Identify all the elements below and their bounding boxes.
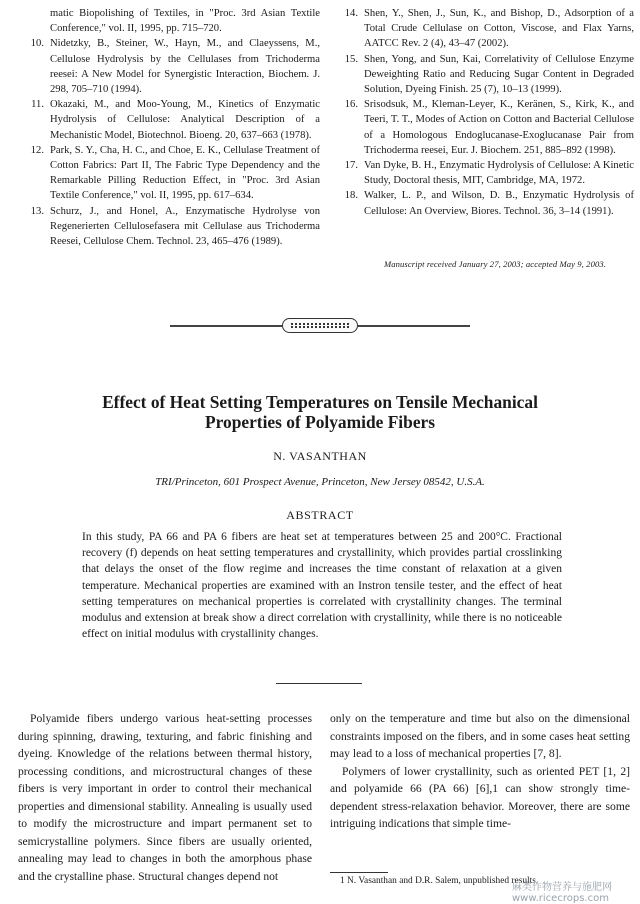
reference-item: 11. Okazaki, M., and Moo-Young, M., Kinetics of Enzymatic Hydrolysis of Cellulose: Analytical Description of a Mechanistic Model, Biotechnol. Bioeng. 20, 637–663 (1978).	[18, 97, 320, 143]
reference-text: Okazaki, M., and Moo-Young, M., Kinetics of Enzymatic Hydrolysis of Cellulose: Analytical Description of a Mechanistic Model, Biotechnol. Bioeng. 20, 637–663 (1978).	[50, 99, 320, 141]
body-paragraph: only on the temperature and time but also on the dimensional constraints imposed on the fibers, and in some cases heat setting may lead to a loss of mechanical properties [7, 8].	[330, 712, 630, 760]
reference-text: Van Dyke, B. H., Enzymatic Hydrolysis of Cellulose: A Kinetic Study, Doctoral thesis, MIT, Cambridge, MA, 1972.	[364, 160, 634, 187]
ornament-line-right	[358, 325, 470, 327]
references-right-column	[332, 6, 634, 219]
reference-text: matic Biopolishing of Textiles, in "Proc. 3rd Asian Textile Conference," vol. II, 1995, pp. 715–720.	[50, 8, 320, 35]
site-watermark: 麻类作物营养与施肥网 www.ricecrops.com	[512, 882, 612, 904]
reference-text: Park, S. Y., Cha, H. C., and Choe, E. K., Cellulase Treatment of Cotton Fabrics: Part II, The Fabric Type Dependency and the Remarkable Pilling Reduction Effect, in "Proc. 3rd Asian Textile Conference," vol. II, 1995, pp. 617–634.	[50, 144, 320, 202]
reference-text: Schurz, J., and Honel, A., Enzymatische Hydrolyse von Regenerierten Cellulosefasera mit Cellulase aus Trichoderma Reesei, Cellulose Chem. Technol. 23, 465–476 (1989).	[50, 205, 320, 248]
article-title-line-1: Effect of Heat Setting Temperatures on Tensile Mechanical	[102, 392, 538, 412]
footnote: 1 N. Vasanthan and D.R. Salem, unpublished results.	[340, 876, 539, 886]
author-affiliation: TRI/Princeton, 601 Prospect Avenue, Princeton, New Jersey 08542, U.S.A.	[155, 476, 485, 488]
reference-item: 18. Walker, L. P., and Wilson, D. B., Enzymatic Hydrolysis of Cellulose: An Overview, Biores. Technol. 36, 3–14 (1991).	[332, 188, 634, 218]
footnote-rule	[330, 872, 388, 873]
article-title-line-2: Properties of Polyamide Fibers	[204, 412, 436, 432]
body-column-left	[18, 710, 312, 885]
reference-item: 16. Srisodsuk, M., Kleman-Leyer, K., Keränen, S., Kirk, K., and Teeri, T. T., Modes of Action on Cotton and Bacterial Cellulose of a Homologous Endoglucanase-Exoglucanase Pair from Trichoderma reesei, Eur. J. Biochem. 251, 885–892 (1998).	[332, 97, 634, 158]
reference-item	[18, 6, 320, 36]
body-paragraph: Polymers of lower crystallinity, such as oriented PET [1, 2] and polyamide 66 (PA 66) [6],1 can show strongly time-dependent stress-relaxation behavior. Moreover, there are some intriguing indications that simple time-	[330, 764, 630, 830]
reference-item: 17. Van Dyke, B. H., Enzymatic Hydrolysis of Cellulose: A Kinetic Study, Doctoral thesis, MIT, Cambridge, MA, 1972.	[332, 158, 634, 188]
abstract-end-rule	[276, 683, 362, 684]
reference-item: 14. Shen, Y., Shen, J., Sun, K., and Bishop, D., Adsorption of a Total Crude Cellulase on Cotton, Viscose, and Flax Yarns, AATCC Rev. 2 (4), 43–47 (2002).	[332, 6, 634, 52]
ornament-line-left	[170, 325, 282, 327]
body-column-right	[330, 710, 630, 833]
reference-item: 12. Park, S. Y., Cha, H. C., and Choe, E. K., Cellulase Treatment of Cotton Fabrics: Part II, The Fabric Type Dependency and the Remarkable Pilling Reduction Effect, in "Proc. 3rd Asian Textile Conference," vol. II, 1995, pp. 617–634.	[18, 143, 320, 204]
section-divider-ornament	[170, 317, 470, 335]
reference-item: 15. Shen, Yong, and Sun, Kai, Correlativity of Cellulose Enzyme Deweighting Ratio and Reducing Sugar Content in Degraded Solution, Dyeing Finish. 25 (7), 10–13 (1999).	[332, 52, 634, 98]
body-paragraph: Polyamide fibers undergo various heat-setting processes during spinning, drawing, texturing, and fabric finishing and dyeing. Knowledge of the relations between thermal history, processing conditions, and microstructural changes of these fibers is very important in order to control their mechanical properties and dimensional stability. Annealing is usually used to modify the microstructure and impart permanent set to semicrystalline polymers. Since fibers are usually oriented, annealing may lead to changes in both the amorphous phase and the crystalline phase. Structural changes depend not	[18, 712, 312, 883]
article-author: N. VASANTHAN	[273, 449, 367, 463]
references-left-column	[18, 6, 320, 249]
reference-text: Walker, L. P., and Wilson, D. B., Enzymatic Hydrolysis of Cellulose: An Overview, Biores. Technol. 36, 3–14 (1991).	[364, 190, 634, 217]
reference-text: Srisodsuk, M., Kleman-Leyer, K., Keränen, S., Kirk, K., and Teeri, T. T., Modes of Action on Cotton and Bacterial Cellulose of a Homologous Endoglucanase-Exoglucanase Pair from Trichoderma reesei, Eur. J. Biochem. 251, 885–892 (1998).	[364, 99, 634, 156]
ornament-emblem-icon	[282, 318, 358, 333]
reference-item: 13. Schurz, J., and Honel, A., Enzymatische Hydrolyse von Regenerierten Cellulosefasera mit Cellulase aus Trichoderma Reesei, Cellulose Chem. Technol. 23, 465–476 (1989).	[18, 204, 320, 250]
abstract-text: In this study, PA 66 and PA 6 fibers are heat set at temperatures between 25 and 200°C. Fractional recovery (f) depends on heat setting temperatures and crystallinity, which provides partial crosslinking that delays the onset of the flow regime and increases the time constant of relaxation at a given temperature. Mechanical properties are examined with an Instron tensile tester, and the effect of heat setting temperatures on mechanical properties is correlated with crystallinity changes. The terminal modulus and extension at break show a direct correlation with crystallinity, while there is no noticeable effect on initial modulus with crystallinity changes.	[82, 531, 562, 641]
reference-item: 10. Nidetzky, B., Steiner, W., Hayn, M., and Claeyssens, M., Cellulose Hydrolysis by the Cellulases from Trichoderma reesei: A New Model for Synergistic Interaction, Biochem. J. 298, 705–710 (1994).	[18, 36, 320, 97]
abstract-heading: ABSTRACT	[286, 508, 354, 522]
article-title	[40, 392, 600, 432]
reference-text: Shen, Yong, and Sun, Kai, Correlativity of Cellulose Enzyme Deweighting Ratio and Reducing Sugar Content in Degraded Solution, Dyeing Finish. 25 (7), 10–13 (1999).	[364, 53, 634, 96]
manuscript-received-note: Manuscript received January 27, 2003; accepted May 9, 2003.	[383, 259, 607, 269]
reference-text: Nidetzky, B., Steiner, W., Hayn, M., and Claeyssens, M., Cellulose Hydrolysis by the Cellulases from Trichoderma reesei: A New Model for Synergistic Interaction, Biochem. J. 298, 705–710 (1994).	[50, 38, 320, 96]
reference-text: Shen, Y., Shen, J., Sun, K., and Bishop, D., Adsorption of a Total Crude Cellulase on Cotton, Viscose, and Flax Yarns, AATCC Rev. 2 (4), 43–47 (2002).	[364, 8, 634, 50]
